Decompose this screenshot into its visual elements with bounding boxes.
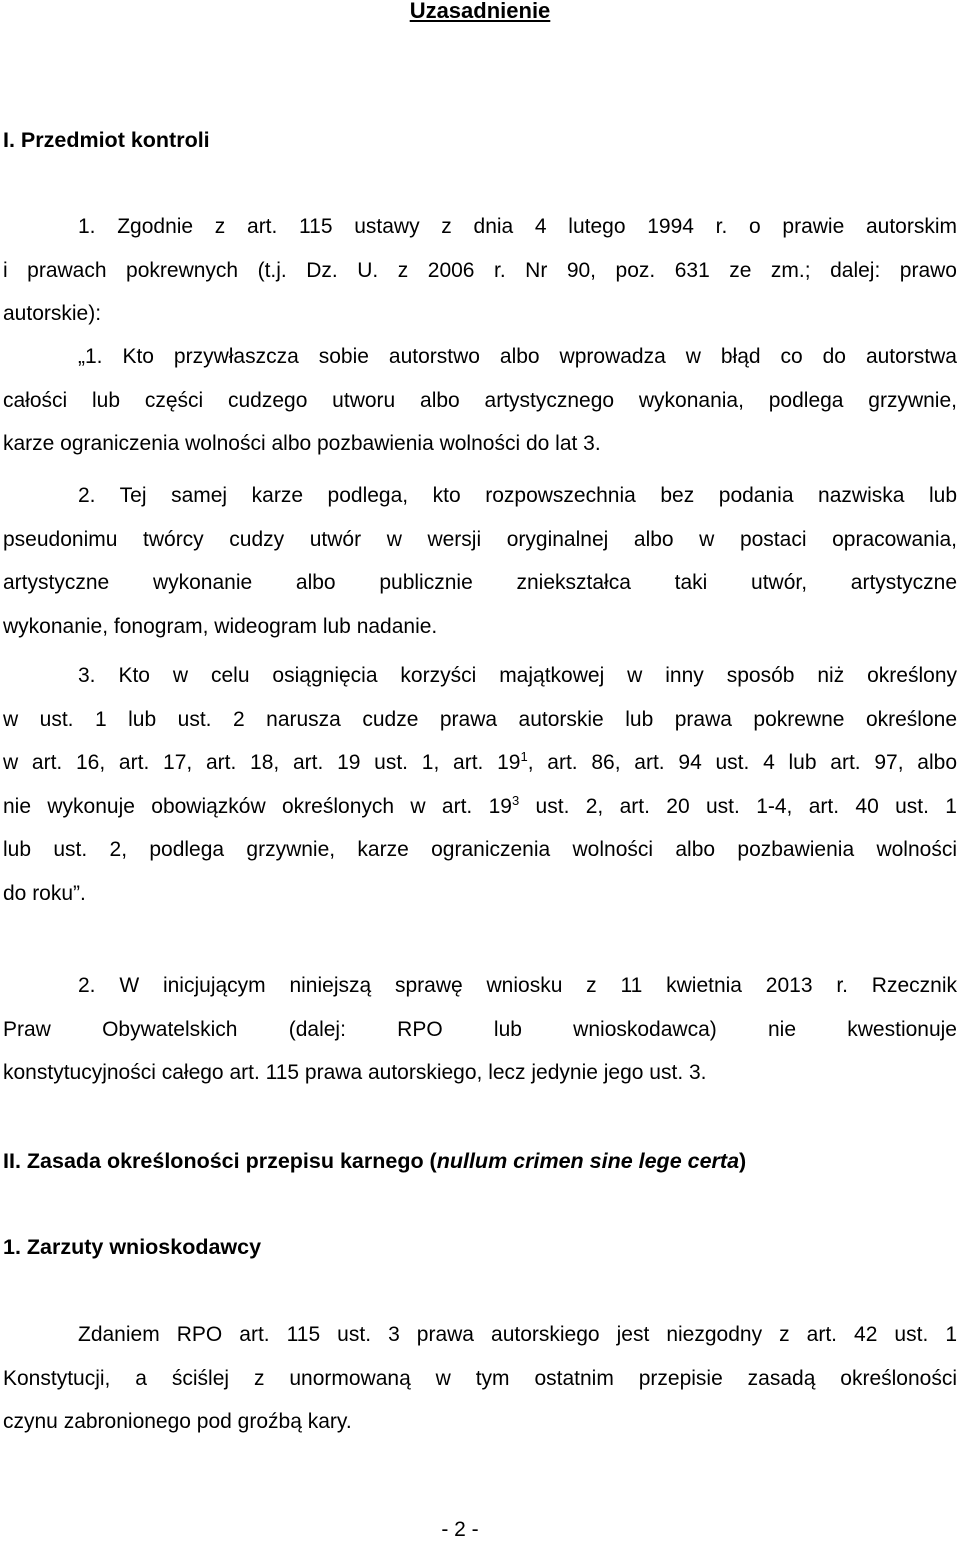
quote-text: w art. 16, art. 17, art. 18, art. 19 ust. 1, art. 19 <box>3 751 521 774</box>
heading-text: II. Zasada określoności przepisu karnego ( <box>3 1149 437 1173</box>
superscript: 3 <box>511 792 520 808</box>
quote-line: 2. Tej samej karze podlega, kto rozpowszechnia bez podania nazwiska lub <box>78 484 957 507</box>
quote-text: nie wykonuje obowiązków określonych w art. 19 <box>3 794 512 818</box>
quote-line: „1. Kto przywłaszcza sobie autorstwo albo wprowadza w błąd co do autorstwa <box>78 345 957 368</box>
document-title: Uzasadnienie <box>409 0 551 23</box>
subsection-heading: 1. Zarzuty wnioskodawcy <box>3 1235 262 1259</box>
quote-line: lub ust. 2, podlega grzywnie, karze ograniczenia wolności albo pozbawienia wolności <box>3 838 957 861</box>
quote-line: artystyczne wykonanie albo publicznie zniekształca taki utwór, artystyczne <box>3 571 957 594</box>
quote-text: , art. 86, art. 94 ust. 4 lub art. 97, albo <box>527 751 958 774</box>
paragraph-2-line: 2. W inicjującym niniejszą sprawę wniosku z 11 kwietnia 2013 r. Rzecznik <box>78 974 957 997</box>
quote-line: karze ograniczenia wolności albo pozbawienia wolności do lat 3. <box>3 432 601 455</box>
paragraph-2 <box>3 964 957 1095</box>
quote-text: ust. 2, art. 20 ust. 1-4, art. 40 ust. 1 <box>519 794 957 818</box>
paragraph-2-line: konstytucyjności całego art. 115 prawa autorskiego, lecz jedynie jego ust. 3. <box>3 1061 707 1084</box>
paragraph-1-line: 1. Zgodnie z art. 115 ustawy z dnia 4 lutego 1994 r. o prawie autorskim <box>78 215 957 238</box>
page-number: - 2 - <box>441 1518 479 1541</box>
quote-line: całości lub części cudzego utworu albo artystycznego wykonania, podlega grzywnie, <box>3 388 957 412</box>
quote-line: w ust. 1 lub ust. 2 narusza cudze prawa autorskie lub prawa pokrewne określone <box>3 707 957 731</box>
heading-latin-phrase: nullum crimen sine lege certa <box>436 1149 740 1173</box>
paragraph-1 <box>3 205 957 336</box>
paragraph-3-line: Zdaniem RPO art. 115 ust. 3 prawa autorskiego jest niezgodny z art. 42 ust. 1 <box>78 1323 957 1346</box>
paragraph-3-line: czynu zabronionego pod groźbą kary. <box>3 1410 352 1433</box>
quote-line: pseudonimu twórcy cudzy utwór w wersji oryginalnej albo w postaci opracowania, <box>3 527 957 551</box>
quote-line: 3. Kto w celu osiągnięcia korzyści majątkowej w inny sposób niż określony <box>78 664 957 687</box>
quote-line <box>3 741 957 785</box>
paragraph-1-line: i prawach pokrewnych (t.j. Dz. U. z 2006 r. Nr 90, poz. 631 ze zm.; dalej: prawo <box>3 258 957 282</box>
paragraph-1-line: autorskie): <box>3 302 102 325</box>
paragraph-2-line: Praw Obywatelskich (dalej: RPO lub wnioskodawca) nie kwestionuje <box>3 1017 957 1041</box>
section-2-heading <box>3 1149 746 1174</box>
paragraph-3-line: Konstytucji, a ściślej z unormowaną w tym ostatnim przepisie zasadą określoności <box>3 1366 957 1390</box>
quote-paragraph-2 <box>3 474 957 648</box>
quote-line: wykonanie, fonogram, wideogram lub nadanie. <box>3 614 438 638</box>
quote-paragraph-3 <box>3 654 957 915</box>
quote-paragraph-1 <box>3 335 957 466</box>
heading-text: ) <box>739 1149 747 1173</box>
quote-line <box>3 785 957 829</box>
superscript: 1 <box>520 749 528 764</box>
section-1-heading: I. Przedmiot kontroli <box>3 128 210 152</box>
quote-line: do roku”. <box>3 881 86 905</box>
paragraph-3 <box>3 1313 957 1444</box>
